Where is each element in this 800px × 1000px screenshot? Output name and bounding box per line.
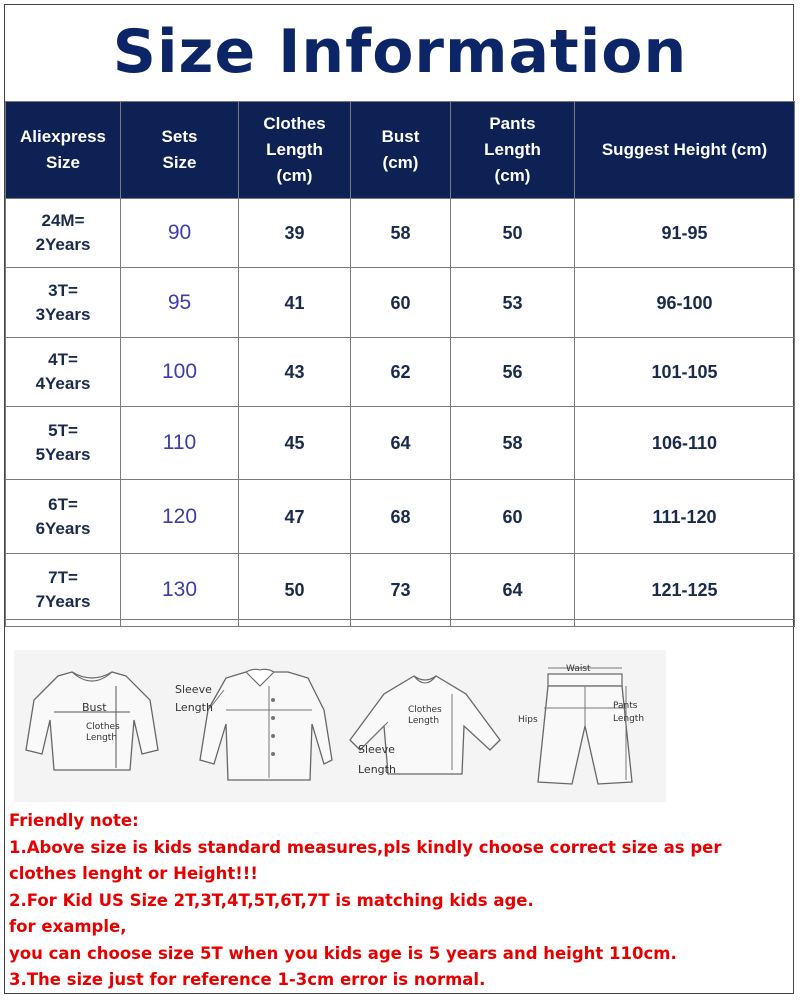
table-row	[6, 480, 795, 554]
cell-aliexpress-size	[6, 338, 121, 407]
cell-clothes-length: 50	[239, 554, 351, 627]
size-text: 2Years	[35, 235, 91, 254]
cell-aliexpress-size	[6, 407, 121, 480]
sleeve-length-word1: Sleeve	[175, 683, 212, 696]
header-pants-length	[451, 102, 575, 199]
table-row	[6, 554, 795, 627]
cell-sets-size: 120	[121, 480, 239, 554]
note-line: 1.Above size is kids standard measures,pls kindly choose correct size as per	[9, 837, 722, 857]
header-text: (cm)	[494, 166, 531, 185]
pants-length-word1: Pants	[613, 701, 638, 711]
size-text: 5Years	[35, 445, 91, 464]
cell-bust: 58	[351, 199, 451, 268]
header-text: Bust	[381, 127, 420, 146]
cell-sets-size: 110	[121, 407, 239, 480]
header-clothes-length	[239, 102, 351, 199]
size-text: 7T=	[48, 568, 78, 587]
sleeve-length-2-word1: Sleeve	[358, 743, 395, 756]
sleeve-length-label-2	[358, 740, 396, 780]
sleeve-length-label	[175, 681, 213, 717]
header-text: Length	[266, 140, 323, 159]
note-line: you can choose size 5T when you kids age is 5 years and height 110cm.	[9, 943, 677, 963]
table-header-row	[6, 102, 795, 199]
header-text: (cm)	[382, 153, 419, 172]
header-suggest-height	[575, 102, 795, 199]
header-text: Length	[484, 140, 541, 159]
pants-length-word2: Length	[613, 714, 645, 724]
cell-suggest-height: 106-110	[575, 407, 795, 480]
table-row	[6, 407, 795, 480]
cell-sets-size: 100	[121, 338, 239, 407]
pants-length-label	[613, 700, 644, 726]
size-text: 7Years	[35, 592, 91, 611]
note-heading: Friendly note:	[9, 811, 139, 830]
cell-bust: 68	[351, 480, 451, 554]
cell-aliexpress-size	[6, 199, 121, 268]
table-row	[6, 199, 795, 268]
size-text: 6Years	[35, 518, 91, 538]
header-aliexpress-size	[6, 102, 121, 199]
note-line: 3.The size just for reference 1-3cm error is normal.	[9, 970, 486, 989]
header-text: Aliexpress	[20, 127, 106, 146]
header-bust	[351, 102, 451, 199]
size-text: 4Years	[35, 374, 91, 393]
cell-bust: 64	[351, 407, 451, 480]
header-text: Size	[45, 153, 81, 172]
cell-clothes-length: 47	[239, 480, 351, 554]
header-text: Clothes	[263, 114, 326, 133]
header-sets-size	[121, 102, 239, 199]
cell-clothes-length: 41	[239, 268, 351, 338]
cell-suggest-height: 121-125	[575, 554, 795, 627]
cell-bust: 73	[351, 554, 451, 627]
header-text: Suggest Height (cm)	[601, 140, 768, 159]
cell-pants-length: 56	[451, 338, 575, 407]
cell-aliexpress-size	[6, 480, 121, 554]
note-line: 2.For Kid US Size 2T,3T,4T,5T,6T,7T is matching kids age.	[9, 890, 534, 910]
cell-suggest-height: 96-100	[575, 268, 795, 338]
header-text: Sets	[161, 127, 198, 146]
table-bottom-divider	[5, 619, 794, 620]
table-row	[6, 268, 795, 338]
cell-pants-length: 50	[451, 199, 575, 268]
clothes-length-word2: Length	[86, 733, 118, 743]
note-line: for example,	[9, 917, 127, 936]
clothes-length-2-word1: Clothes	[408, 705, 442, 715]
size-table	[5, 101, 795, 627]
cell-pants-length: 53	[451, 268, 575, 338]
measurement-diagrams	[14, 650, 666, 802]
cell-aliexpress-size	[6, 268, 121, 338]
table-body	[6, 199, 795, 627]
cell-sets-size: 95	[121, 268, 239, 338]
table-row	[6, 338, 795, 407]
clothes-length-word1: Clothes	[86, 722, 120, 732]
size-text: 24M=	[41, 211, 85, 230]
cell-bust: 60	[351, 268, 451, 338]
clothes-length-2-word2: Length	[408, 716, 440, 726]
cell-suggest-height: 101-105	[575, 338, 795, 407]
cell-sets-size: 130	[121, 554, 239, 627]
cell-clothes-length: 39	[239, 199, 351, 268]
header-text: (cm)	[276, 166, 313, 185]
shirt-sleeve-diagram	[174, 650, 334, 802]
size-text: 5T=	[48, 421, 78, 440]
header-text: Pants	[489, 114, 536, 133]
cell-pants-length: 64	[451, 554, 575, 627]
clothes-length-label	[86, 722, 120, 744]
waist-label: Waist	[566, 664, 591, 674]
size-text: 3T=	[48, 280, 78, 300]
cell-aliexpress-size	[6, 554, 121, 627]
cell-suggest-height: 111-120	[575, 480, 795, 554]
cell-clothes-length: 43	[239, 338, 351, 407]
sleeve-length-2-word2: Length	[358, 763, 396, 776]
size-text: 4T=	[48, 350, 78, 369]
cell-clothes-length: 45	[239, 407, 351, 480]
hips-label: Hips	[518, 715, 538, 725]
bust-label: Bust	[82, 701, 107, 714]
note-line: clothes lenght or Height!!!	[9, 864, 258, 883]
cell-pants-length: 58	[451, 407, 575, 480]
cell-sets-size: 90	[121, 199, 239, 268]
cell-suggest-height: 91-95	[575, 199, 795, 268]
size-text: 6T=	[48, 494, 78, 514]
size-text: 3Years	[35, 304, 91, 324]
page-title: Size Information	[112, 17, 688, 87]
sleeve-length-word2: Length	[175, 701, 213, 714]
cell-pants-length: 60	[451, 480, 575, 554]
friendly-notes	[9, 808, 794, 994]
clothes-length-label-2	[408, 705, 442, 727]
header-text: Size	[162, 153, 197, 172]
cell-bust: 62	[351, 338, 451, 407]
